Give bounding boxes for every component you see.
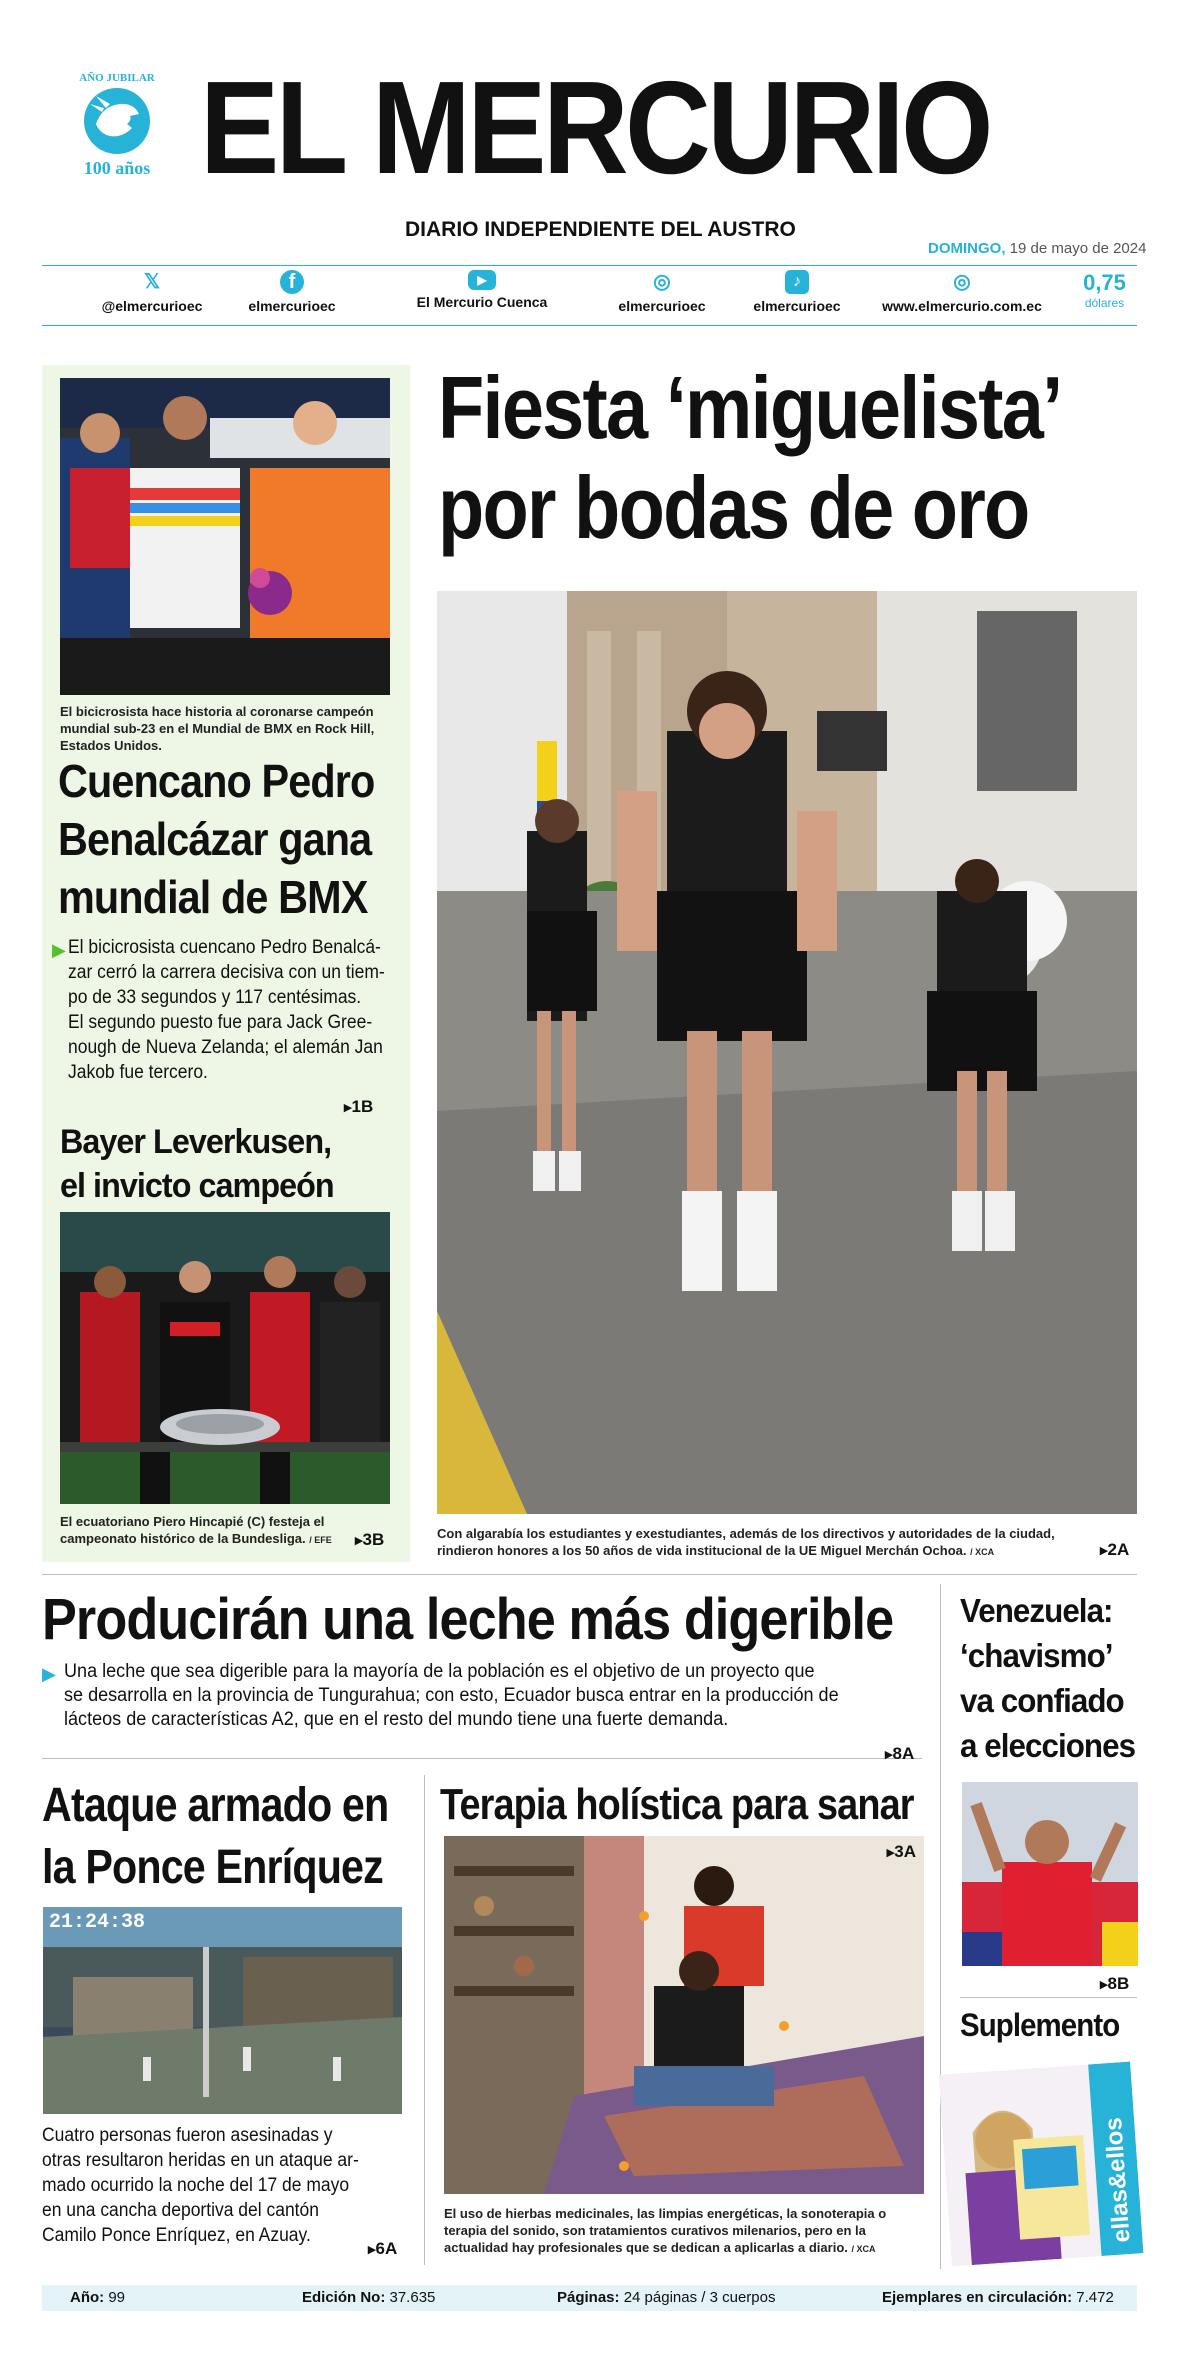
therapy-headline: Terapia holística para sanar [440,1780,914,1829]
therapy-page-ref[interactable]: ▸ 3A [887,1842,916,1862]
bayer-credit: / EFE [309,1535,332,1545]
issue-date [928,240,1146,257]
bmx-headline: Cuencano Pedro Benalcázar gana mundial de BMX [58,755,375,923]
mercury-head-icon [82,86,152,156]
bayer-headline: Bayer Leverkusen, el invicto campeón [60,1123,334,1205]
milk-body: ▶ Una leche que sea digerible para la mayoría de la población es el objetivo de un proyecto que se desarrolla en la provincia de Tungurahua; con esto, Ecuador busca entrar en la producción de lácteos de características A2, que en el resto del mundo tiene una fuerte demanda. [42,1661,839,1730]
milk-page-ref[interactable]: ▸ 8A [885,1744,914,1764]
venezuela-headline: Venezuela: ‘chavismo’ va confiado a elecciones [960,1592,1136,1764]
venezuela-page-ref[interactable]: ▸ 8B [1100,1974,1129,1994]
x-icon: 𝕏 [143,271,161,293]
bmx-photo-caption: El bicicrosista hace historia al coronarse campeón mundial sub-23 en el Mundial de BMX en Rock Hill, Estados Unidos. [60,704,375,753]
right-column-divider [940,1584,941,2269]
main-page-ref[interactable]: ▸ 2A [1100,1540,1129,1560]
main-photo-credit: / XCA [970,1547,995,1557]
bayer-caption: El ecuatoriano Piero Hincapié (C) festeja el campeonato histórico de la Bundesliga. / EFE [60,1514,332,1546]
supplement-magazine-title: ellas&ellos [1099,2116,1136,2244]
footer-year: Año: 99 [70,2289,126,2306]
tiktok-icon: ♪ [785,270,809,294]
instagram-icon: ◎ [653,271,671,293]
youtube-icon: ▶ [468,270,496,290]
main-photo-caption: Con algarabía los estudiantes y exestudiantes, además de los directivos y autoridades de la ciudad, rindieron honores a los 50 años de vida institucional de la UE Miguel Merchán Ochoa. / XCA [437,1526,1055,1558]
globe-icon: ◎ [953,271,971,293]
attack-headline: Ataque armado en la Ponce Enríquez [42,1779,389,1894]
supplement-label: Suplemento [960,2007,1120,2043]
therapy-credit: / XCA [851,2244,876,2254]
jubilee-bottom-text: 100 años [83,158,151,178]
attack-therapy-divider [424,1775,425,2265]
milk-headline: Producirán una leche más digerible [42,1587,894,1652]
jubilee-logo [72,72,162,202]
bmx-podium-photo [60,378,390,695]
newspaper-title: EL MERCURIO [200,54,990,201]
supplement-magazine-cover[interactable] [939,2062,1144,2267]
mid-rule [42,1574,1137,1575]
cctv-timestamp: 21:24:38 [49,1911,146,1934]
social-tiktok[interactable]: ♪ elmercurioec [732,270,862,314]
jubilee-top-text: AÑO JUBILAR [79,72,155,84]
facebook-icon: f [280,270,304,294]
therapy-caption: El uso de hierbas medicinales, las limpias energéticas, la sonoterapia o terapia del sonido, son tratamientos curativos milenarios, pero en la actualidad hay profesionales que se dedican a aplicarlas a diario. / XCA [444,2206,887,2255]
footer-edition: Edición No: 37.635 [302,2289,436,2306]
masthead-top-rule [42,265,1137,266]
price [1072,270,1137,310]
social-website[interactable]: ◎ www.elmercurio.com.ec [882,271,1042,314]
blue-bullet-icon: ▶ [42,1664,56,1684]
masthead-bottom-rule [42,325,1137,326]
social-facebook[interactable]: f elmercurioec [248,271,336,314]
venezuela-rule [960,1997,1137,1998]
footer-bar [42,2285,1137,2311]
green-bullet-icon: ▶ [52,940,66,960]
date-day: DOMINGO, [928,240,1006,257]
bmx-page-ref[interactable]: ▸ 1B [344,1097,373,1117]
social-bar [42,270,1137,320]
footer-pages: Páginas: 24 páginas / 3 cuerpos [557,2289,776,2306]
bayer-celebration-photo [60,1212,390,1504]
social-x[interactable]: 𝕏 @elmercurioec [101,271,203,314]
venezuela-rally-photo [962,1782,1138,1966]
bayer-page-ref[interactable]: ▸ 3B [355,1530,384,1550]
price-value: 0,75 [1083,270,1126,295]
footer-copies: Ejemplares en circulación: 7.472 [882,2289,1114,2306]
tagline: DIARIO INDEPENDIENTE DEL AUSTRO [405,218,796,241]
attack-page-ref[interactable]: ▸ 6A [368,2239,397,2259]
main-parade-photo [437,591,1137,1514]
milk-rule [42,1758,922,1759]
therapy-photo [444,1836,924,2194]
main-headline: Fiesta ‘miguelista’ por bodas de oro [438,358,1062,557]
date-text: 19 de mayo de 2024 [1009,240,1147,257]
social-instagram[interactable]: ◎ elmercurioec [618,271,706,314]
attack-body: Cuatro personas fueron asesinadas y otras resultaron heridas en un ataque ar- mado ocurrido la noche del 17 de mayo en una cancha deportiva del cantón Camilo Ponce Enríquez, en Azuay. [42,2125,359,2246]
attack-cctv-photo [43,1907,402,2114]
bmx-body: ▶ El bicicrosista cuencano Pedro Benalcá- zar cerró la carrera decisiva con un tiem- po de 33 segundos y 117 centésimas. El segundo puesto fue para Jack Gree- nough de Nueva Zelanda; el alemán Jan Jakob fue tercero. [52,937,385,1083]
price-currency: dólares [1084,296,1125,310]
social-youtube[interactable]: ▶ El Mercurio Cuenca [392,270,572,310]
